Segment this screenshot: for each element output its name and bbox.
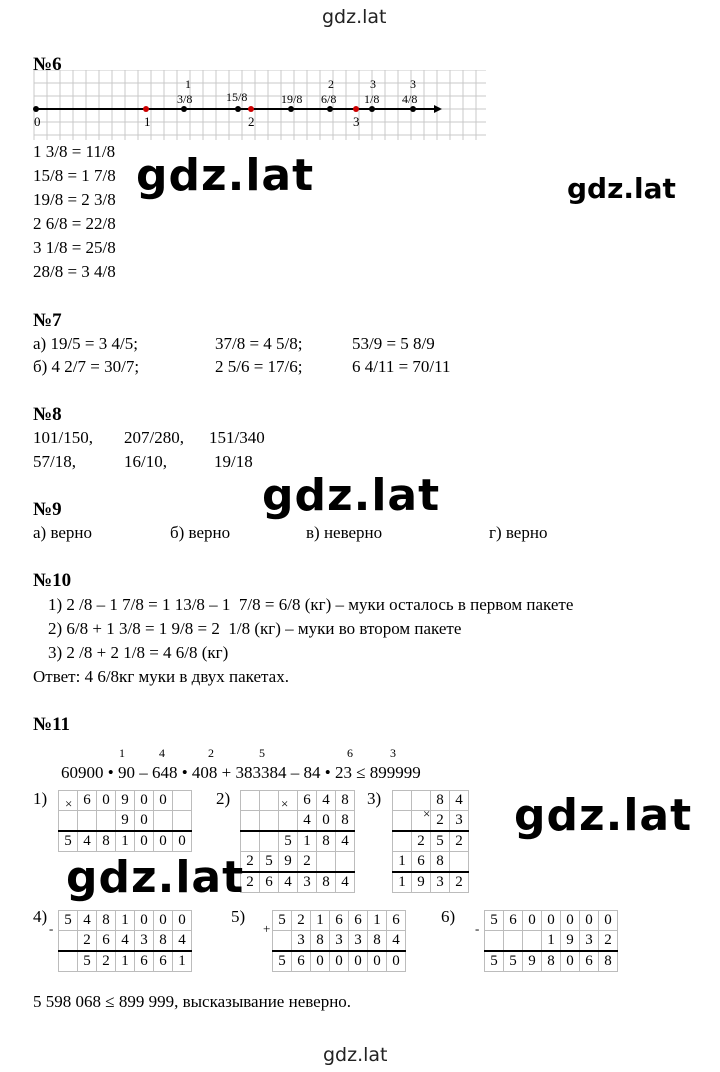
task-11-title: №11 <box>33 714 71 735</box>
calc-label: 5) <box>231 907 246 926</box>
calc-cell <box>450 852 469 873</box>
calc-cell: 2 <box>78 931 97 952</box>
calc-cell: 5 <box>504 951 523 972</box>
calc-label: 6) <box>441 907 456 926</box>
calc-cell: 0 <box>154 831 173 852</box>
calc-cell: 6 <box>135 951 154 972</box>
calc-cell: 3 <box>450 811 469 832</box>
calc-cell: 6 <box>298 791 317 811</box>
calc-cell <box>485 931 504 952</box>
task-6-line: 1 3/8 = 11/8 <box>33 142 116 161</box>
calc-cell: 4 <box>336 831 355 852</box>
calc-cell: 2 <box>431 811 450 832</box>
calc-cell: 8 <box>317 872 336 893</box>
watermark: gdz.lat <box>514 790 693 841</box>
axis-label-1: 1 <box>144 114 151 129</box>
calc-cell: 0 <box>173 831 192 852</box>
point-label-bottom: 3/8 <box>177 92 193 106</box>
point-label-bottom: 15/8 <box>226 90 248 104</box>
point-label-top: 3 <box>370 77 376 91</box>
calc-cell <box>273 931 292 952</box>
multiply-sign: × <box>281 796 289 811</box>
calc-cell <box>97 811 116 832</box>
calc-cell: 5 <box>273 911 292 931</box>
calc-cell: 0 <box>311 951 330 972</box>
calc-cell: 4 <box>279 872 298 893</box>
calc-cell: 5 <box>273 951 292 972</box>
point-label-top: 3 <box>410 77 416 91</box>
calc-cell: 1 <box>116 951 135 972</box>
multiply-sign: × <box>423 806 431 821</box>
calc-cell: 2 <box>241 852 260 873</box>
order-mark: 1 <box>119 746 125 760</box>
calc-cell <box>393 791 412 811</box>
task-7-item: 6 4/11 = 70/11 <box>352 357 451 376</box>
calc-cell: 8 <box>542 951 561 972</box>
minus-sign: - <box>49 921 54 936</box>
calc-cell: 1 <box>116 911 135 931</box>
calc-cell <box>59 811 78 832</box>
calc-cell: 1 <box>542 931 561 952</box>
calc-cell: 1 <box>116 831 135 852</box>
calc-cell <box>260 811 279 832</box>
calc-cell: 4 <box>78 831 97 852</box>
point-label-top: 1 <box>185 77 191 91</box>
calc-cell: 2 <box>450 831 469 852</box>
integer-point <box>143 106 149 112</box>
calc-cell <box>59 951 78 972</box>
task-7-item: а) 19/5 = 3 4/5; <box>33 334 138 353</box>
calc-cell: 3 <box>298 872 317 893</box>
calc-cell: 2 <box>412 831 431 852</box>
point-label-top: 2 <box>328 77 334 91</box>
calc-cell: 5 <box>485 951 504 972</box>
task-7-title: №7 <box>33 310 62 331</box>
arrow-head <box>434 105 442 113</box>
calc-cell: 8 <box>431 852 450 873</box>
task-9-item: г) верно <box>489 523 548 542</box>
calc-cell: 2 <box>292 911 311 931</box>
calc-cell: 9 <box>279 852 298 873</box>
calc-cell: 5 <box>431 831 450 852</box>
calc-cell: 5 <box>59 911 78 931</box>
task-7-item: 2 5/6 = 17/6; <box>215 357 303 376</box>
task-7-item: б) 4 2/7 = 30/7; <box>33 357 140 376</box>
task-8-item: 57/18, <box>33 452 76 471</box>
calc-cell: 2 <box>298 852 317 873</box>
calc-cell: 6 <box>97 931 116 952</box>
task-9-item: в) неверно <box>306 523 383 542</box>
calc-cell: 9 <box>561 931 580 952</box>
calc-cell: 1 <box>298 831 317 852</box>
calc-cell: 6 <box>412 852 431 873</box>
calc-cell: 0 <box>387 951 406 972</box>
watermark: gdz.lat <box>136 150 315 201</box>
task-6-line: 15/8 = 1 7/8 <box>33 166 116 185</box>
task-10-step: 2) 6/8 + 1 3/8 = 1 9/8 = 2 1/8 (кг) – муки во втором пакете <box>48 619 462 638</box>
calc-cell: 0 <box>135 791 154 811</box>
task-8-item: 101/150, <box>33 428 93 447</box>
calc-cell: 8 <box>336 811 355 832</box>
calc-cell: 6 <box>78 791 97 811</box>
calc-cell <box>393 811 412 832</box>
order-mark: 5 <box>259 746 265 760</box>
task-11-conclusion: 5 598 068 ≤ 899 999, высказывание неверно. <box>33 992 352 1011</box>
calc-cell: 1 <box>393 852 412 873</box>
calc-label: 4) <box>33 907 48 926</box>
order-mark: 3 <box>390 746 396 760</box>
order-mark: 2 <box>208 746 214 760</box>
calc-cell: 4 <box>298 811 317 832</box>
calc-cell: 8 <box>336 791 355 811</box>
calc-cell <box>504 931 523 952</box>
calc-cell: 3 <box>580 931 599 952</box>
calc-cell: 0 <box>523 911 542 931</box>
calc-cell: 0 <box>368 951 387 972</box>
calc-cell <box>393 831 412 852</box>
calc-cell <box>59 931 78 952</box>
calc-cell: 0 <box>135 811 154 832</box>
calc-cell: 4 <box>450 791 469 811</box>
calc-cell: 0 <box>135 911 154 931</box>
calc-cell: 0 <box>154 791 173 811</box>
calc-cell: 9 <box>116 811 135 832</box>
task-8-item: 19/18 <box>214 452 253 471</box>
calc-cell: 0 <box>173 911 192 931</box>
calc-cell: 9 <box>116 791 135 811</box>
point-label-bottom: 19/8 <box>281 92 303 106</box>
calc-cell <box>336 852 355 873</box>
minus-sign: - <box>475 921 480 936</box>
axis-label-3: 3 <box>353 114 360 129</box>
calc-cell <box>241 811 260 832</box>
calc-cell: 6 <box>260 872 279 893</box>
task-6-line: 28/8 = 3 4/8 <box>33 262 116 281</box>
calc-cell: 0 <box>561 911 580 931</box>
calc-cell: 8 <box>317 831 336 852</box>
calc-cell: 8 <box>431 791 450 811</box>
calc-cell: 0 <box>330 951 349 972</box>
calc-cell: 2 <box>241 872 260 893</box>
calc-cell: 0 <box>135 831 154 852</box>
multiply-sign: × <box>65 796 73 811</box>
calc-cell <box>260 791 279 811</box>
calc-cell: 4 <box>387 931 406 952</box>
calc-cell: 5 <box>59 831 78 852</box>
calc-cell: 3 <box>135 931 154 952</box>
calc-cell: 1 <box>393 872 412 893</box>
task-8-item: 16/10, <box>124 452 167 471</box>
plus-sign: + <box>263 921 271 936</box>
calc-label: 1) <box>33 789 48 808</box>
calc-cell <box>241 791 260 811</box>
site-footer: gdz.lat <box>323 1044 388 1066</box>
calc-cell: 0 <box>317 811 336 832</box>
calc-cell <box>59 791 78 811</box>
point-label-bottom: 6/8 <box>321 92 337 106</box>
task-9-item: а) верно <box>33 523 93 542</box>
calc-cell: 8 <box>599 951 618 972</box>
calc-cell: 8 <box>368 931 387 952</box>
calc-cell: 6 <box>504 911 523 931</box>
calc-table-3 <box>392 790 469 893</box>
calc-cell: 0 <box>599 911 618 931</box>
calc-cell: 6 <box>154 951 173 972</box>
task-10-step: 3) 2 /8 + 2 1/8 = 4 6/8 (кг) <box>48 643 229 662</box>
task-8-title: №8 <box>33 404 62 425</box>
task-7-item: 53/9 = 5 8/9 <box>352 334 435 353</box>
point-label-bottom: 1/8 <box>364 92 380 106</box>
fraction-point <box>235 106 241 112</box>
calc-table-1 <box>58 790 192 852</box>
calc-cell: 5 <box>260 852 279 873</box>
task-10-step: 1) 2 /8 – 1 7/8 = 1 13/8 – 1 7/8 = 6/8 (кг) – муки осталось в первом пакете <box>48 595 574 614</box>
calc-cell: 2 <box>97 951 116 972</box>
site-header: gdz.lat <box>322 6 387 28</box>
calc-cell: 0 <box>561 951 580 972</box>
calc-cell: 3 <box>330 931 349 952</box>
calc-cell: 0 <box>580 911 599 931</box>
calc-cell: 6 <box>330 911 349 931</box>
watermark: gdz.lat <box>66 852 245 903</box>
calc-cell <box>241 831 260 852</box>
calc-table-6 <box>484 910 618 972</box>
calc-cell: 8 <box>97 911 116 931</box>
calc-cell <box>279 791 298 811</box>
calc-cell: 6 <box>292 951 311 972</box>
calc-cell: 4 <box>173 931 192 952</box>
calc-cell <box>523 931 542 952</box>
calc-cell: 0 <box>542 911 561 931</box>
calc-cell: 1 <box>368 911 387 931</box>
task-8-item: 207/280, <box>124 428 184 447</box>
calc-cell <box>154 811 173 832</box>
number-line-grid <box>32 70 488 142</box>
calc-cell: 5 <box>279 831 298 852</box>
calc-cell: 1 <box>311 911 330 931</box>
calc-cell <box>260 831 279 852</box>
task-6-line: 2 6/8 = 22/8 <box>33 214 116 233</box>
task-8-item: 151/340 <box>209 428 265 447</box>
calc-cell: 3 <box>349 931 368 952</box>
calc-cell <box>412 811 431 832</box>
calc-cell: 0 <box>97 791 116 811</box>
calc-cell: 4 <box>78 911 97 931</box>
calc-cell: 5 <box>78 951 97 972</box>
order-mark: 4 <box>159 746 165 760</box>
calc-cell <box>78 811 97 832</box>
integer-point <box>353 106 359 112</box>
calc-cell: 2 <box>599 931 618 952</box>
task-9-title: №9 <box>33 499 62 520</box>
calc-cell: 6 <box>387 911 406 931</box>
calc-cell: 8 <box>311 931 330 952</box>
calc-cell <box>279 811 298 832</box>
calc-cell: 3 <box>431 872 450 893</box>
calc-cell: 8 <box>97 831 116 852</box>
integer-point <box>248 106 254 112</box>
calc-cell: 2 <box>450 872 469 893</box>
calc-label: 3) <box>367 789 382 808</box>
watermark: gdz.lat <box>567 172 676 205</box>
calc-cell: 9 <box>523 951 542 972</box>
calc-cell <box>173 791 192 811</box>
task-9-item: б) верно <box>170 523 231 542</box>
axis-label-0: 0 <box>34 114 41 129</box>
calc-cell: 1 <box>173 951 192 972</box>
calc-cell <box>173 811 192 832</box>
task-6-line: 19/8 = 2 3/8 <box>33 190 116 209</box>
calc-cell: 6 <box>349 911 368 931</box>
calc-cell: 4 <box>317 791 336 811</box>
calc-table-5 <box>272 910 406 972</box>
calc-cell: 9 <box>412 872 431 893</box>
task-6-line: 3 1/8 = 25/8 <box>33 238 116 257</box>
order-mark: 6 <box>347 746 353 760</box>
task-10-answer: Ответ: 4 6/8кг муки в двух пакетах. <box>33 667 289 686</box>
calc-cell <box>412 791 431 811</box>
calc-cell: 0 <box>349 951 368 972</box>
calc-cell: 6 <box>580 951 599 972</box>
fraction-point <box>33 106 39 112</box>
watermark: gdz.lat <box>262 470 441 521</box>
task-7-item: 37/8 = 4 5/8; <box>215 334 303 353</box>
calc-cell: 4 <box>116 931 135 952</box>
calc-table-2 <box>240 790 355 893</box>
task-11-expression: 60900 • 90 – 648 • 408 + 383384 – 84 • 23 ≤ 899999 <box>61 763 421 782</box>
calc-cell: 0 <box>154 911 173 931</box>
calc-cell: 3 <box>292 931 311 952</box>
calc-cell <box>317 852 336 873</box>
task-6-title: №6 <box>33 54 62 75</box>
calc-label: 2) <box>216 789 231 808</box>
calc-cell: 5 <box>485 911 504 931</box>
point-label-bottom: 4/8 <box>402 92 418 106</box>
calc-cell: 4 <box>336 872 355 893</box>
axis-label-2: 2 <box>248 114 255 129</box>
calc-cell: 8 <box>154 931 173 952</box>
task-10-title: №10 <box>33 570 72 591</box>
calc-table-4 <box>58 910 192 972</box>
